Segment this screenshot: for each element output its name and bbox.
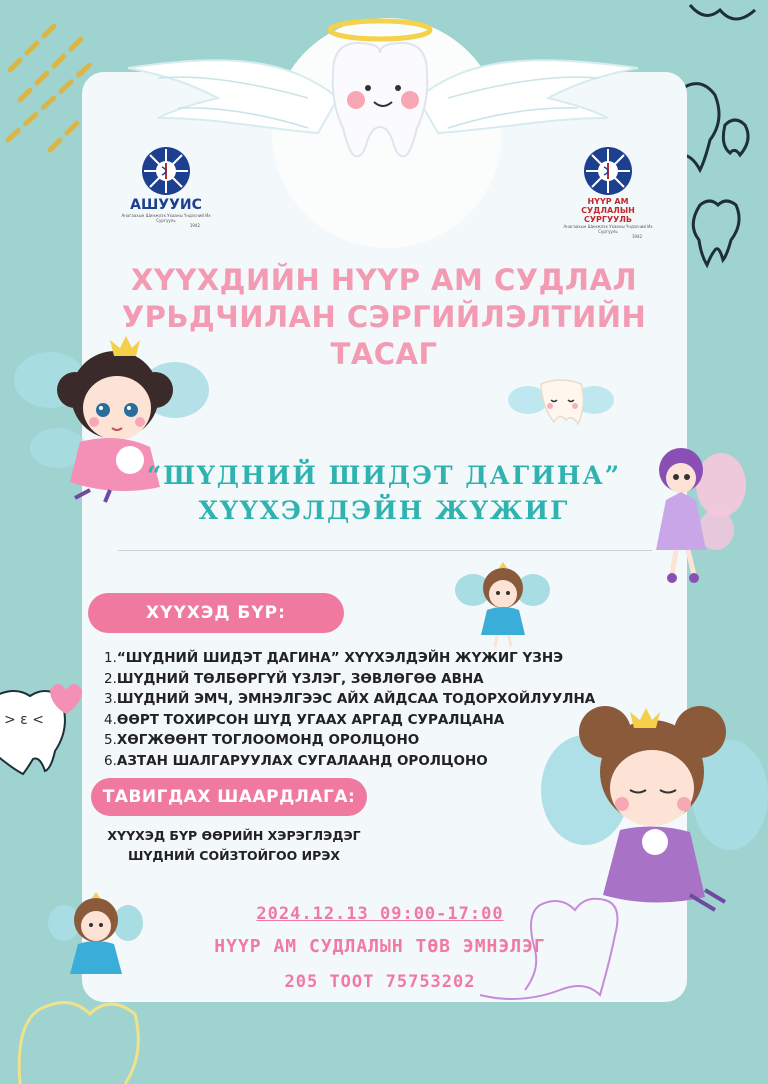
title-line: ХҮҮХДИЙН НҮҮР АМ СУДЛАЛ [130, 263, 638, 297]
list-item: 4.ӨӨРТ ТОХИРСОН ШҮД УГААХ АРГАД СУРАЛЦАНА [104, 711, 505, 728]
event-datetime: 2024.12.13 09:00-17:00 [256, 904, 504, 924]
logo-tagline: Анагаахын Шинжлэх Ухааны Үндэсний Их Сургууль [563, 224, 653, 234]
title-line: УРЬДЧИЛАН СЭРГИЙЛЭЛТИЙН [121, 300, 647, 334]
logo-name: АШУУИС [130, 197, 202, 213]
event-location: НҮҮР АМ СУДЛАЛЫН ТӨВ ЭМНЭЛЭГ [214, 936, 546, 957]
logo-name-line2: СУРГУУЛЬ [583, 215, 633, 224]
requirement-line: ХҮҮХЭД БҮР ӨӨРИЙН ХЭРЭГЛЭДЭГ [107, 828, 361, 843]
list-item: 6.АЗТАН ШАЛГАРУУЛАХ СУГАЛААНД ОРОЛЦОНО [104, 752, 488, 769]
show-title-line: “ШҮДНИЙ ШИДЭТ ДАГИНА” [146, 461, 622, 490]
list-item: 3.ШҮДНИЙ ЭМЧ, ЭМНЭЛГЭЭС АЙХ АЙДСАА ТОДОРХОЙЛУУЛНА [104, 691, 596, 707]
benefits-list [104, 648, 595, 771]
fairy-doll-icon [455, 560, 550, 650]
title-line: ТАСАГ [330, 337, 438, 371]
section-label-requirement: ТАВИГДАХ ШААРДЛАГА: [91, 778, 367, 816]
medical-emblem-icon [140, 145, 192, 197]
fairy-doll-icon [636, 440, 748, 590]
list-item: 5.ХӨГЖӨӨНТ ТОГЛООМОНД ОРОЛЦОНО [104, 732, 420, 748]
logo-year: 1942 [631, 234, 642, 239]
section-divider [118, 550, 652, 551]
show-title-line: ХҮҮХЭЛДЭЙН ЖҮЖИГ [198, 496, 570, 525]
sleeping-tooth-icon [506, 372, 616, 432]
logo-name-line1: НҮҮР АМ СУДЛАЛЫН [581, 197, 635, 215]
requirement-line: ШҮДНИЙ СОЙЗТОЙГОО ИРЭХ [127, 848, 341, 863]
tooth-outline-icon [10, 980, 150, 1084]
logo-tagline: Анагаахын Шинжлэх Ухааны Үндэсний Их Сургууль [121, 213, 211, 223]
tooth-outline-icon [670, 0, 768, 40]
requirement-text [104, 826, 364, 866]
list-item: 2.ШҮДНИЙ ТӨЛБӨРГҮЙ ҮЗЛЭГ, ЗӨВЛӨГӨӨ АВНА [104, 670, 484, 687]
event-room-phone: 205 ТООТ 75753202 [284, 972, 476, 992]
heart-tooth-icon [0, 676, 85, 776]
show-title [100, 458, 668, 528]
list-item: 1.“ШҮДНИЙ ШИДЭТ ДАГИНА” ХҮҮХЭЛДЭЙН ЖҮЖИГ ҮЗНЭ [104, 650, 564, 666]
section-label-every-child: ХҮҮХЭД БҮР: [88, 593, 344, 633]
medical-emblem-icon [582, 145, 634, 197]
fairy-doll-icon [48, 888, 143, 988]
logo-year: 1942 [189, 223, 200, 228]
left-university-logo [118, 145, 214, 228]
svg-text:> ε <: > ε < [4, 712, 44, 728]
fairy-doll-icon [540, 680, 768, 930]
right-school-logo [560, 145, 656, 239]
